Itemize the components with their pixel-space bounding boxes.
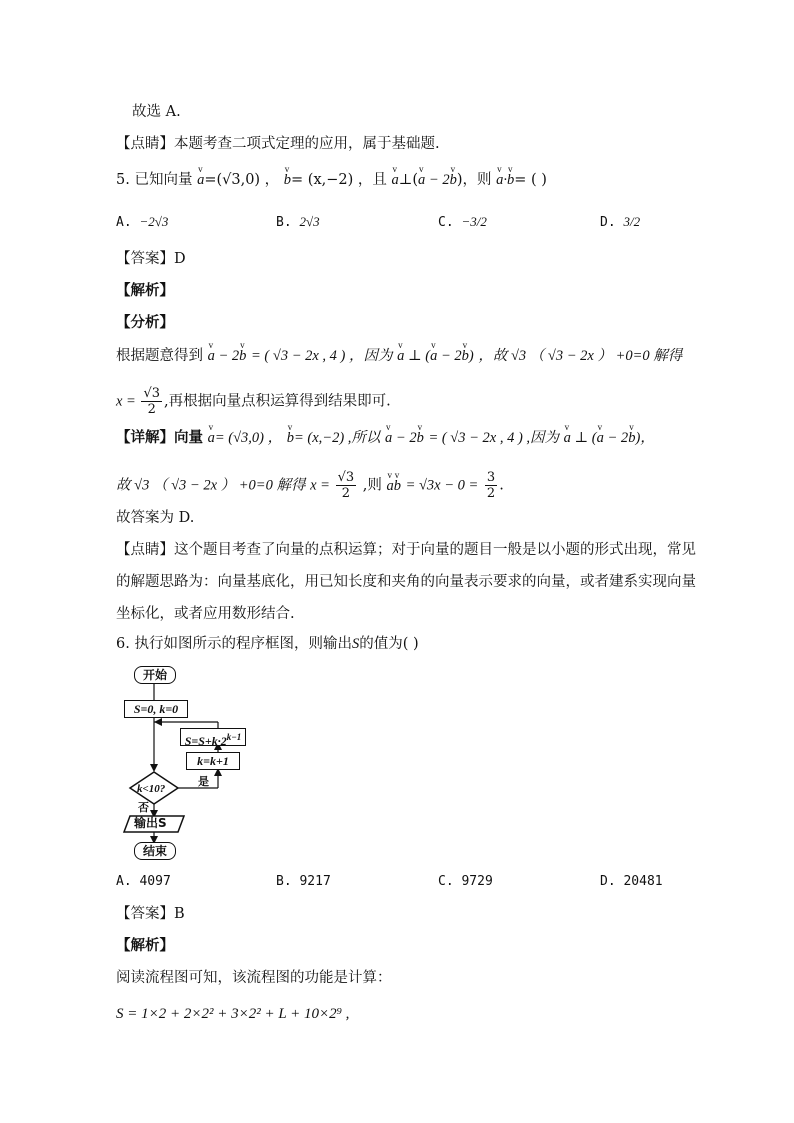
q5-dianjing-line3: 坐标化，或者应用数形结合. (116, 606, 295, 622)
answer-select-a: 故选 A. (132, 104, 181, 120)
flow-yes: 是 (198, 775, 209, 788)
q5-detail-line2: 故 √3 （ √3 − 2x ） +0=0 解得 x = $\frac{√3}{2}$ ,则 v av b = √3x − 0 = $\frac{3}{2}$ . (116, 470, 504, 501)
flow-init: S=0, k=0 (124, 700, 188, 718)
question-5-stem: 5. 已知向量 v a=(√3,0) ， v b= (x,−2) ，且 v a⊥(v a − 2v b)，则 v a·v b= ( ) (116, 170, 547, 190)
q6-formula: S = 1×2 + 2×2² + 3×2² + L + 10×2⁹ , (116, 1006, 350, 1022)
dianjing-note: 【点睛】本题考查二项式定理的应用，属于基础题. (116, 136, 440, 152)
q5-choice-b[interactable]: B. 2√3 (276, 214, 320, 230)
q5-fenxi-heading: 【分析】 (116, 314, 174, 331)
flow-no: 否 (138, 801, 149, 814)
q5-analysis-line2: x = $\frac{√3}{2}$ ,再根据向量点积运算得到结果即可. (116, 386, 391, 417)
q6-choice-c[interactable]: C. 9729 (438, 874, 493, 889)
flow-update-k: k=k+1 (186, 752, 240, 770)
q5-dianjing-line2: 的解题思路为：向量基底化，用已知长度和夹角的向量表示要求的向量，或者建系实现向量 (116, 574, 696, 590)
q6-reading: 阅读流程图可知，该流程图的功能是计算： (116, 970, 392, 986)
q6-choice-a[interactable]: A. 4097 (116, 874, 171, 889)
q5-choice-d[interactable]: D. 3/2 (600, 214, 641, 230)
flow-cond: k<10? (137, 783, 166, 795)
question-6-stem: 6. 执行如图所示的程序框图，则输出S的值为( ) (116, 636, 419, 652)
flow-output: 输出S (134, 816, 167, 830)
q5-choice-c[interactable]: C. −3/2 (438, 214, 487, 230)
q5-answer: 【答案】D (116, 251, 186, 267)
q5-choice-a[interactable]: A. −2√3 (116, 214, 169, 230)
flow-start: 开始 (134, 666, 176, 684)
q6-choice-b[interactable]: B. 9217 (276, 874, 331, 889)
flow-update-s: $S=S+k\cdot 2^{k-1}$ (180, 728, 246, 746)
q5-dianjing-line1: 【点睛】这个题目考查了向量的点积运算；对于向量的题目一般是以小题的形式出现，常见 (116, 542, 696, 558)
flow-end: 结束 (134, 842, 176, 860)
q5-jiexi-heading: 【解析】 (116, 282, 174, 299)
q5-analysis-line1: 根据题意得到 v a − 2v b = ( √3 − 2x , 4 ) ，因为 v a ⊥ (v a − 2v b) ，故 √3 （ √3 − 2x ） +0=0 解得 (116, 346, 682, 366)
q6-answer: 【答案】B (116, 906, 185, 922)
q5-detail-line1: 【详解】向量 v a= (√3,0) ， v b= (x,−2) ,所以 v a − 2v b = ( √3 − 2x , 4 ) ,因为 v a ⊥ (v a − 2v b)， (116, 428, 655, 448)
q5-conclusion: 故答案为 D. (116, 510, 195, 526)
q6-jiexi-heading: 【解析】 (116, 937, 174, 954)
q6-choice-d[interactable]: D. 20481 (600, 874, 663, 889)
